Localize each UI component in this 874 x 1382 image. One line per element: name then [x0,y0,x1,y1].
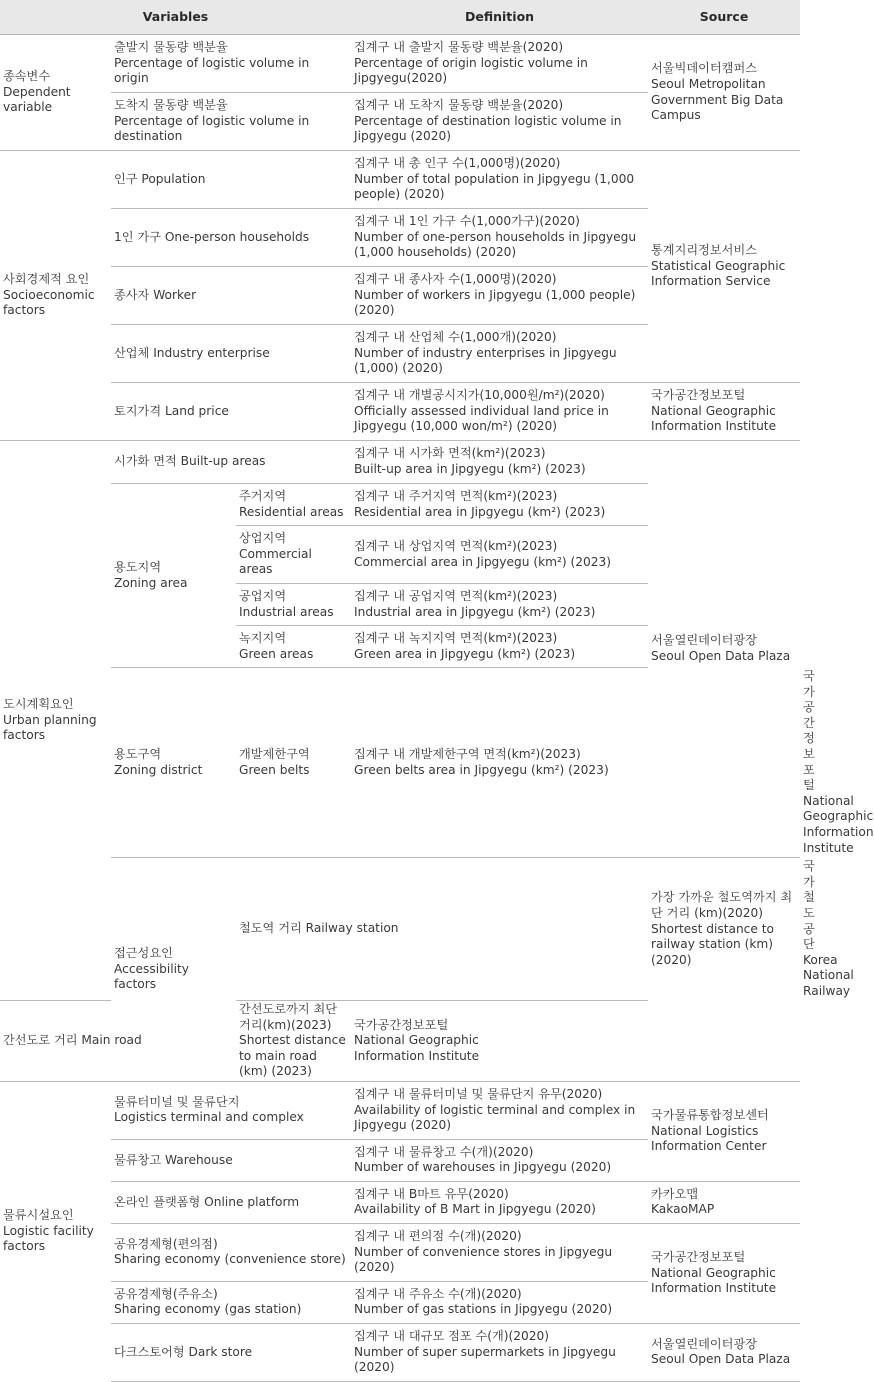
source-sgis: 통계지리정보서비스 Statistical Geographic Information Service [648,151,800,383]
variable-one-person: 1인 가구 One-person households [111,209,351,267]
source-ngii: 국가공간정보포털 National Geographic Information Institute [351,1000,648,1081]
variable-logistics-terminal: 물류터미널 및 물류단지 Logistics terminal and complex [111,1081,351,1139]
group-accessibility: 접근성요인 Accessibility factors [111,858,236,1082]
variable-built-up: 시가화 면적 Built-up areas [111,441,351,484]
group-socioeconomic: 사회경제적 요인 Socioeconomic factors [0,151,111,441]
source-nlic: 국가물류통합정보센터 National Logistics Information Center [648,1081,800,1181]
table-header [0,0,800,35]
group-dependent: 종속변수 Dependent variable [0,35,111,151]
definition-industry: 집계구 내 산업체 수(1,000개)(2020) Number of industry enterprises in Jipgyegu (1,000) (2020) [351,325,648,383]
table-row: 접근성요인 Accessibility factors 철도역 거리 Railway station 가장 가까운 철도역까지 최단 거리 (km)(2020) Shortest distance to railway station (km) (2020) 국가철도공단 Korea National Railway [0,858,800,1001]
source-big-data: 서울빅데이터캠퍼스 Seoul Metropolitan Government Big Data Campus [648,35,800,151]
group-urban-planning: 도시계획요인 Urban planning factors [0,441,111,1001]
table-row [0,1323,800,1381]
variable-main-road: 간선도로 거리 Main road [0,1000,236,1081]
table-row [0,1181,800,1223]
variable-zoning-district: 용도구역 Zoning district [111,668,236,858]
definition-main-road: 간선도로까지 최단 거리(km)(2023) Shortest distance to main road (km) (2023) [236,1000,351,1081]
definition-destination: 집계구 내 도착지 물동량 백분율(2020) Percentage of destination logistic volume in Jipgyegu (2020) [351,93,648,151]
table-row [0,1223,800,1281]
definition-worker: 집계구 내 종사자 수(1,000명)(2020) Number of workers in Jipgyegu (1,000 people) (2020) [351,267,648,325]
variable-convenience-store: 공유경제형(편의점) Sharing economy (convenience store) [111,1223,351,1281]
source-open-data: 서울열린데이터광장 Seoul Open Data Plaza [648,441,800,858]
table-row [0,1081,800,1139]
variable-green: 녹지지역 Green areas [236,626,351,668]
definition-convenience-store: 집계구 내 편의점 수(개)(2020) Number of convenience stores in Jipgyegu (2020) [351,1223,648,1281]
variable-residential: 주거지역 Residential areas [236,484,351,526]
definition-built-up: 집계구 내 시가화 면적(km²)(2023) Built-up area in Jipgyegu (km²) (2023) [351,441,648,484]
variable-railway: 철도역 거리 Railway station [236,858,648,1001]
definition-dark-store: 집계구 내 대규모 점포 수(개)(2020) Number of super supermarkets in Jipgyegu (2020) [351,1323,648,1381]
definition-green-belts: 집계구 내 개발제한구역 면적(km²)(2023) Green belts area in Jipgyegu (km²) (2023) [351,668,648,858]
source-ngii: 국가공간정보포털 National Geographic Information Institute [648,383,800,441]
definition-gas-station: 집계구 내 주유소 수(개)(2020) Number of gas stations in Jipgyegu (2020) [351,1281,648,1323]
variable-green-belts: 개발제한구역 Green belts [236,668,351,858]
variable-warehouse: 물류창고 Warehouse [111,1139,351,1181]
definition-online-platform: 집계구 내 B마트 유무(2020) Availability of B Mart in Jipgyegu (2020) [351,1181,648,1223]
definition-origin: 집계구 내 출발지 물동량 백분율(2020) Percentage of origin logistic volume in Jipgyegu(2020) [351,35,648,93]
header-variables: Variables [0,0,351,35]
definition-population: 집계구 내 총 인구 수(1,000명)(2020) Number of total population in Jipgyegu (1,000 people) (2020) [351,151,648,209]
variable-industry: 산업체 Industry enterprise [111,325,351,383]
variable-origin: 출발지 물동량 백분율 Percentage of logistic volume in origin [111,35,351,93]
variable-land-price: 토지가격 Land price [111,383,351,441]
variable-commercial: 상업지역 Commercial areas [236,526,351,584]
variable-industrial: 공업지역 Industrial areas [236,584,351,626]
definition-commercial: 집계구 내 상업지역 면적(km²)(2023) Commercial area in Jipgyegu (km²) (2023) [351,526,648,584]
variable-dark-store: 다크스토어형 Dark store [111,1323,351,1381]
header-source: Source [648,0,800,35]
definition-logistics-terminal: 집계구 내 물류터미널 및 물류단지 유무(2020) Availability of logistic terminal and complex in Jipgyegu (2020) [351,1081,648,1139]
table-row: 용도구역 Zoning district 개발제한구역 Green belts 집계구 내 개발제한구역 면적(km²)(2023) Green belts area in Jipgyegu (km²) (2023) 국가공간정보포털 National Geographic Information Institute [0,668,800,858]
definition-industrial: 집계구 내 공업지역 면적(km²)(2023) Industrial area in Jipgyegu (km²) (2023) [351,584,648,626]
definition-residential: 집계구 내 주거지역 면적(km²)(2023) Residential area in Jipgyegu (km²) (2023) [351,484,648,526]
definition-railway: 가장 가까운 철도역까지 최단 거리 (km)(2020) Shortest distance to railway station (km) (2020) [648,858,800,1001]
variable-gas-station: 공유경제형(주유소) Sharing economy (gas station) [111,1281,351,1323]
group-logistic-facility: 물류시설요인 Logistic facility factors [0,1081,111,1381]
table-row [0,151,800,209]
source-open-data: 서울열린데이터광장 Seoul Open Data Plaza [648,1323,800,1381]
source-kakao: 카카오맵 KakaoMAP [648,1181,800,1223]
variable-population: 인구 Population [111,151,351,209]
table-row [0,383,800,441]
variable-destination: 도착지 물동량 백분율 Percentage of logistic volume in destination [111,93,351,151]
definition-green: 집계구 내 녹지지역 면적(km²)(2023) Green area in Jipgyegu (km²) (2023) [351,626,648,668]
table-row [0,441,800,484]
header-definition: Definition [351,0,648,35]
source-ngii: 국가공간정보포털 National Geographic Information Institute [648,1223,800,1323]
definition-warehouse: 집계구 내 물류창고 수(개)(2020) Number of warehouses in Jipgyegu (2020) [351,1139,648,1181]
table-row [0,35,800,93]
variable-worker: 종사자 Worker [111,267,351,325]
variable-online-platform: 온라인 플랫폼형 Online platform [111,1181,351,1223]
variable-zoning-area: 용도지역 Zoning area [111,484,236,668]
definition-one-person: 집계구 내 1인 가구 수(1,000가구)(2020) Number of one-person households in Jipgyegu (1,000 households) (2020) [351,209,648,267]
table-row [0,1000,800,1081]
definition-land-price: 집계구 내 개별공시지가(10,000원/m²)(2020) Officially assessed individual land price in Jipgyegu (10,000 won/m²) (2020) [351,383,648,441]
